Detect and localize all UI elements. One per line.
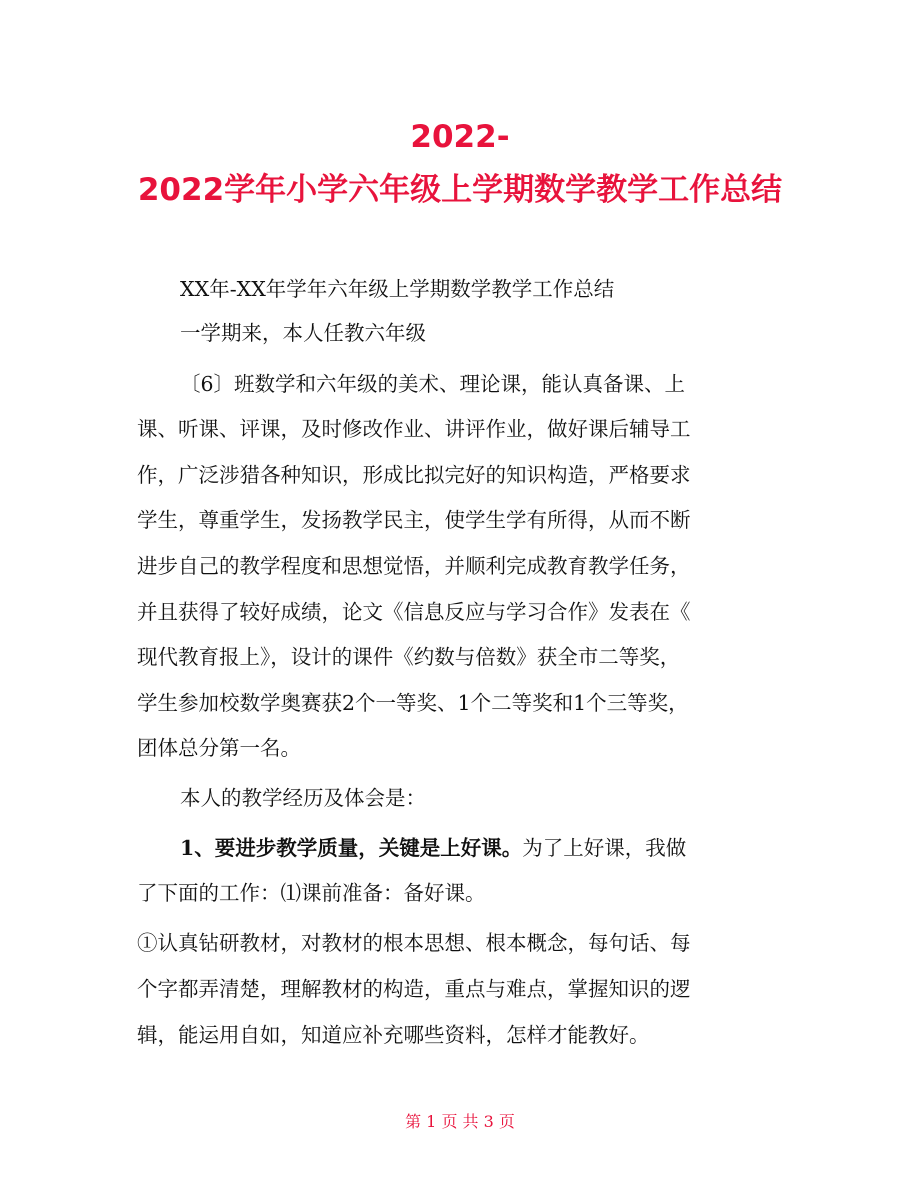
paragraph-line: 〔6〕班数学和六年级的美术、理论课，能认真备课、上 xyxy=(180,372,686,396)
paragraph-line: 本人的教学经历及体会是： xyxy=(180,786,426,810)
paragraph-line: 团体总分第一名。 xyxy=(137,736,301,760)
paragraph-line: 作，广泛涉猎各种知识，形成比拟完好的知识构造，严格要求 xyxy=(137,463,691,487)
paragraph-line: 课、听课、评课，及时修改作业、讲评作业，做好课后辅导工 xyxy=(137,417,691,441)
page-number-footer: 第 1 页 共 3 页 xyxy=(405,1112,515,1131)
point-1-bold: 1、要进步教学质量，关键是上好课。 xyxy=(180,836,523,860)
paragraph-line: 了下面的工作：⑴课前准备：备好课。 xyxy=(137,881,486,905)
sub-paragraph-line: 辑，能运用自如，知道应补充哪些资料，怎样才能教好。 xyxy=(137,1023,650,1047)
paragraph-line: 现代教育报上》，设计的课件《约数与倍数》获全市二等奖， xyxy=(137,645,681,669)
title-line-1: 2022- xyxy=(410,119,510,155)
sub-paragraph-line: 个字都弄清楚，理解教材的构造，重点与难点，掌握知识的逻 xyxy=(137,977,691,1001)
paragraph-line: 进步自己的教学程度和思想觉悟，并顺利完成教育教学任务， xyxy=(137,554,691,578)
point-1-rest: 为了上好课，我做 xyxy=(522,836,687,860)
paragraph-line: 学生，尊重学生，发扬教学民主，使学生学有所得，从而不断 xyxy=(137,508,691,532)
title-line-2: 2022学年小学六年级上学期数学教学工作总结 xyxy=(137,172,783,208)
paragraph-line: 学生参加校数学奥赛获2个一等奖、1个二等奖和1个三等奖， xyxy=(137,691,689,715)
sub-paragraph-line: ①认真钻研教材，对教材的根本思想、根本概念，每句话、每 xyxy=(137,931,691,955)
paragraph-line: 并且获得了较好成绩，论文《信息反应与学习合作》发表在《 xyxy=(137,600,691,624)
paragraph-line: 一学期来，本人任教六年级 xyxy=(180,321,426,345)
point-1-heading xyxy=(180,833,686,863)
paragraph-subtitle: XX年-XX年学年六年级上学期数学教学工作总结 xyxy=(180,277,615,301)
